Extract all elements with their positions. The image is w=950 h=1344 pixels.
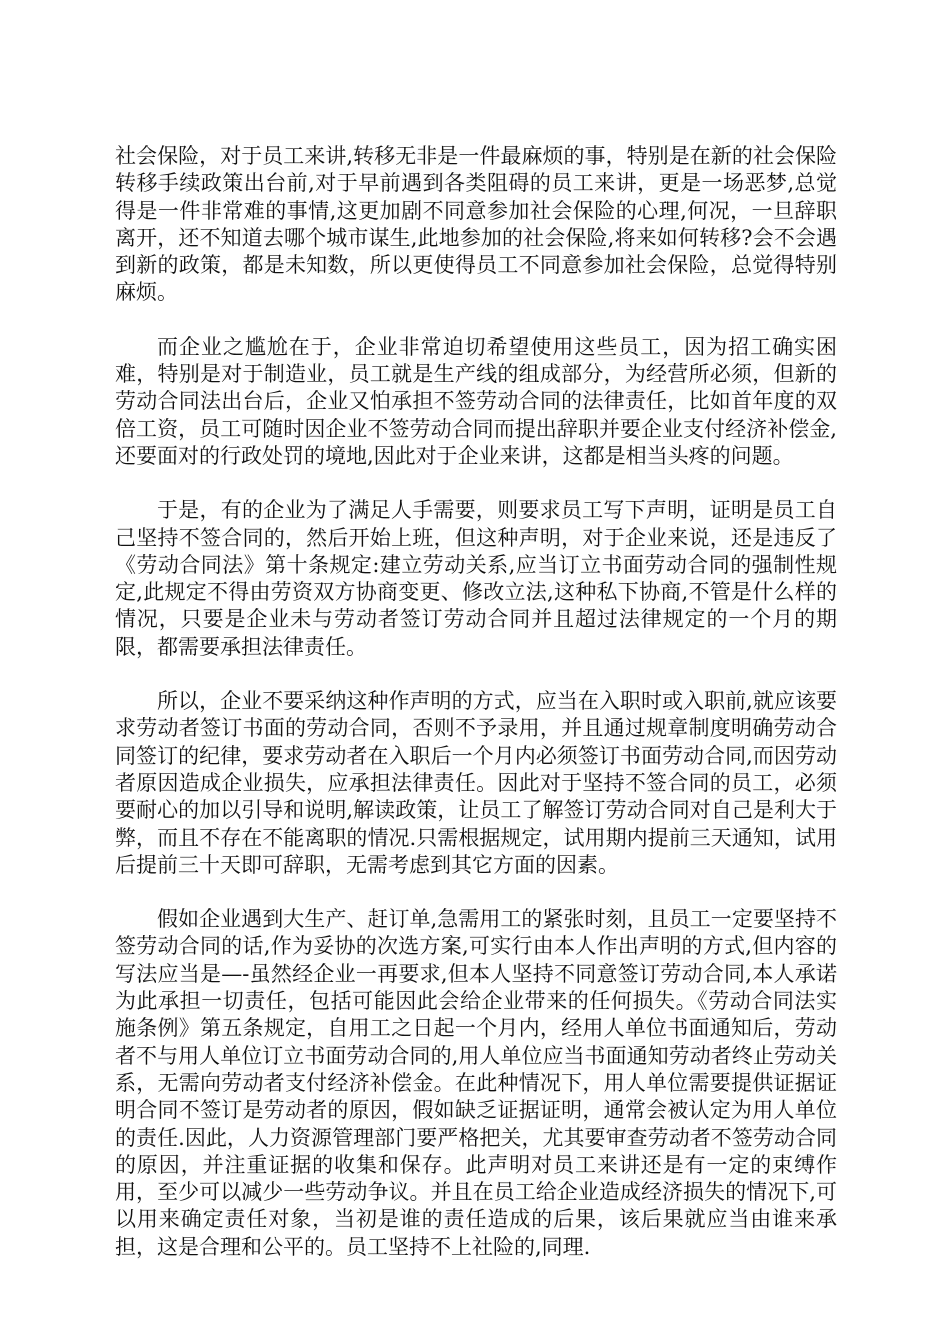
- paragraph-social-insurance: 社会保险，对于员工来讲,转移无非是一件最麻烦的事，特别是在新的社会保险转移手续政策出台前,对于早前遇到各类阻碍的员工来讲，更是一场恶梦,总觉得是一件非常难的事情,这更加剧不同意参加社会保险的心理,何况，一旦辞职离开，还不知道去哪个城市谋生,此地参加的社会保险,将来如何转移?会不会遇到新的政策，都是未知数，所以更使得员工不同意参加社会保险，总觉得特别麻烦。: [115, 144, 837, 305]
- paragraph-employee-statement: 于是，有的企业为了满足人手需要，则要求员工写下声明，证明是员工自己坚持不签合同的，然后开始上班，但这种声明，对于企业来说，还是违反了《劳动合同法》第十条规定:建立劳动关系,应当订立书面劳动合同的强制性规定,此规定不得由劳资双方协商变更、修改立法,这种私下协商,不管是什么样的情况，只要是企业未与劳动者签订劳动合同并且超过法律规定的一个月的期限，都需要承担法律责任。: [115, 498, 837, 659]
- paragraph-enterprise-dilemma: 而企业之尴尬在于，企业非常迫切希望使用这些员工，因为招工确实困难，特别是对于制造业，员工就是生产线的组成部分，为经营所必须，但新的劳动合同法出台后，企业又怕承担不签劳动合同的法律责任，比如首年度的双倍工资，员工可随时因企业不签劳动合同而提出辞职并要企业支付经济补偿金,还要面对的行政处罚的境地,因此对于企业来讲，这都是相当头疼的问题。: [115, 334, 837, 468]
- paragraph-compromise-option: 假如企业遇到大生产、赶订单,急需用工的紧张时刻，且员工一定要坚持不签劳动合同的话,作为妥协的次选方案,可实行由本人作出声明的方式,但内容的写法应当是—-虽然经企业一再要求,但本人坚持不同意签订劳动合同,本人承诺为此承担一切责任，包括可能因此会给企业带来的任何损失。《劳动合同法实施条例》第五条规定，自用工之日起一个月内，经用人单位书面通知后，劳动者不与用人单位订立书面劳动合同的,用人单位应当书面通知劳动者终止劳动关系，无需向劳动者支付经济补偿金。在此种情况下，用人单位需要提供证据证明合同不签订是劳动者的原因，假如缺乏证据证明，通常会被认定为用人单位的责任.因此，人力资源管理部门要严格把关，尤其要审查劳动者不签劳动合同的原因，并注重证据的收集和保存。此声明对员工来讲还是有一定的束缚作用，至少可以减少一些劳动争议。并且在员工给企业造成经济损失的情况下,可以用来确定责任对象，当初是谁的责任造成的后果，该后果就应当由谁来承担，这是合理和公平的。员工坚持不上社险的,同理.: [115, 907, 837, 1259]
- document-body: [115, 143, 837, 1288]
- paragraph-recommendation: 所以，企业不要采纳这种作声明的方式，应当在入职时或入职前,就应该要求劳动者签订书面的劳动合同，否则不予录用，并且通过规章制度明确劳动合同签订的纪律，要求劳动者在入职后一个月内必须签订书面劳动合同,而因劳动者原因造成企业损失，应承担法律责任。因此对于坚持不签合同的员工，必须要耐心的加以引导和说明,解读政策，让员工了解签订劳动合同对自己是利大于弊，而且不存在不能离职的情况.只需根据规定，试用期内提前三天通知，试用后提前三十天即可辞职，无需考虑到其它方面的因素。: [115, 689, 837, 877]
